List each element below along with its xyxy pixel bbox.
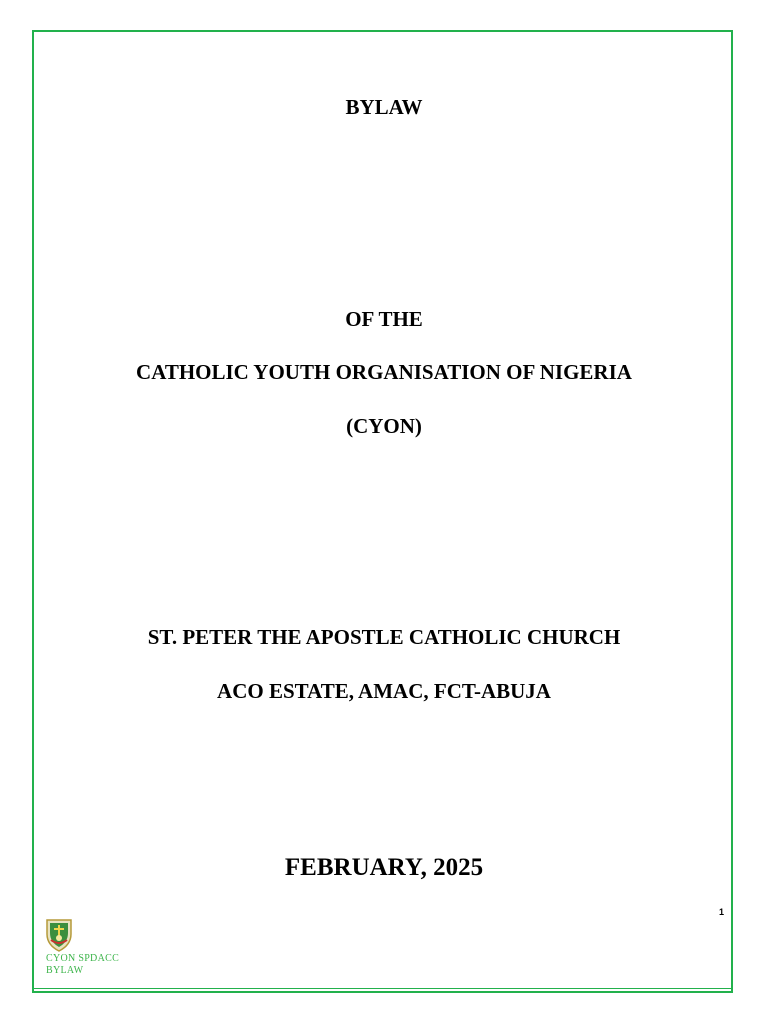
church-location: ACO ESTATE, AMAC, FCT-ABUJA (217, 679, 551, 703)
cyon-logo-icon (44, 918, 74, 952)
footer-doc-label: BYLAW (46, 965, 84, 976)
page-number: 1 (718, 907, 724, 917)
document-title: BYLAW (345, 95, 423, 119)
of-the-line: OF THE (345, 307, 423, 331)
page-border-inner-line (34, 988, 731, 989)
document-date: FEBRUARY, 2025 (284, 854, 484, 881)
footer-org-label: CYON SPDACC (46, 953, 120, 964)
church-name: ST. PETER THE APOSTLE CATHOLIC CHURCH (147, 625, 621, 649)
organisation-name: CATHOLIC YOUTH ORGANISATION OF NIGERIA (136, 360, 632, 384)
organisation-acronym: (CYON) (346, 414, 422, 438)
page-border (32, 30, 733, 993)
